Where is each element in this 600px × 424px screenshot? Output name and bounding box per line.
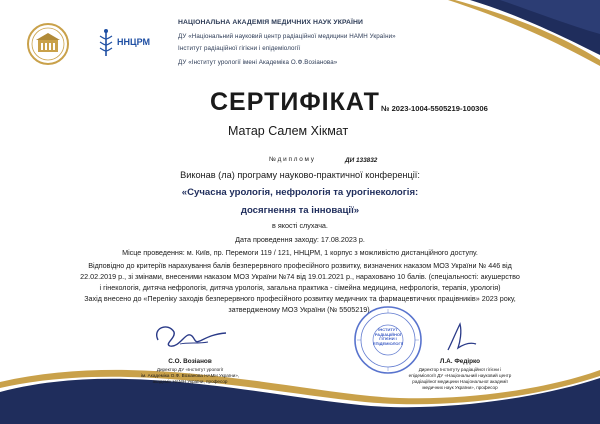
certificate-title: СЕРТИФІКАТ: [210, 88, 380, 116]
body-line-1: Відповідно до критеріїв нарахування балів безперервного професійного розвитку, визначених наказом МОЗ України № 446 від: [88, 261, 512, 270]
conference-title-line-2: досягнення та інновації»: [240, 205, 360, 216]
right-signatory-role-2: епідеміології ДУ «Національний науковий центр: [408, 373, 512, 378]
caduceus-icon: [96, 28, 116, 58]
diploma-number: ДИ 133832: [345, 157, 378, 164]
diploma-label: № д и п л о м у: [269, 156, 314, 163]
right-signatory-role-3: радіаційної медицини Національної академії: [412, 379, 508, 384]
conference-title-line-1: «Сучасна урологія, нефрологія та урогінекологія:: [181, 187, 419, 198]
body-line-2: 22.02.2019 р., зі змінами, внесеними наказом МОЗ України №74 від 19.01.2021 р., нараховано 10 балів. (спеціальності: акушерство: [80, 272, 520, 281]
nncrm-logo: [96, 26, 150, 60]
org-line-4: ДУ «Інститут урології імені Академіка О.Ф.Возіанова»: [178, 59, 338, 66]
left-signatory-name: С.О. Возіанов: [168, 358, 212, 365]
nncrm-logo-text: ННЦРМ: [117, 37, 150, 47]
right-signatory: [400, 358, 520, 391]
left-signatory: [130, 358, 250, 385]
event-date: Дата проведення заходу: 17.08.2023 р.: [235, 235, 365, 244]
right-signatory-role-1: Директор Інституту радіаційної гігієни і: [418, 367, 502, 372]
body-line-3: і гінекологія, дитяча нефрологія, дитяча урологія, загальна практика - сімейна медицина, нефрологія, терапія, урологія): [99, 283, 501, 292]
org-line-3: Інститут радіаційної гігієни і епідеміології: [178, 45, 301, 52]
stamp-center-text: ІНСТИТУТ РАДІАЦІЙНОЇ ГІГІЄНИ І ЕПІДЕМІОЛОГІЇ: [373, 327, 404, 346]
left-signature-icon: [150, 318, 230, 354]
certificate-number: № 2023-1004-5505219-100306: [381, 104, 488, 113]
event-venue: Місце проведення: м. Київ, пр. Перемоги 119 / 121, ННЦРМ, 1 корпус з можливістю дистанційного доступу.: [122, 248, 478, 257]
left-signatory-role-1: Директор ДУ «Інститут урології: [156, 367, 224, 372]
org-line-2: ДУ «Національний науковий центр радіаційної медицини НАМН України»: [178, 33, 396, 40]
left-signatory-role-3: академік НАМН України, професор: [152, 379, 228, 384]
program-line: Виконав (ла) програму науково-практичної конференції:: [180, 170, 420, 180]
holder-name: Матар Салем Хікмат: [228, 124, 349, 138]
right-signatory-role-4: медичних наук України», професор: [422, 385, 498, 390]
participation-role: в якості слухача.: [272, 221, 328, 230]
academy-logo-icon: [26, 22, 70, 66]
body-line-4: Захід внесено до «Переліку заходів безперервного професійного розвитку медичних та фармацевтичних працівників» 2023 року,: [84, 294, 516, 303]
left-signatory-role-2: ім. Академіка О.Ф. Возіанова НАМН України»,: [140, 373, 240, 378]
org-line-1: НАЦІОНАЛЬНА АКАДЕМІЯ МЕДИЧНИХ НАУК УКРАЇНИ: [178, 19, 363, 26]
right-signature-icon: [438, 318, 488, 356]
right-signatory-name: Л.А. Федірко: [439, 358, 481, 365]
body-line-5: затвердженому МОЗ України (№ 5505219).: [228, 305, 372, 314]
